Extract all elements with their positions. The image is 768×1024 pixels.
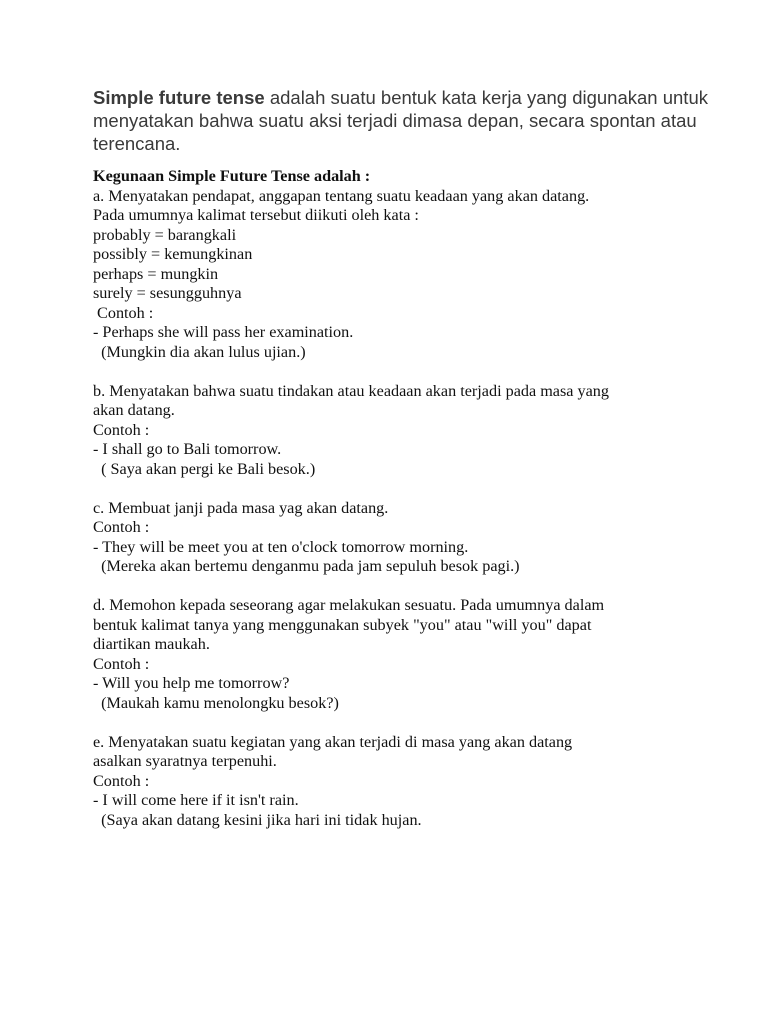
section-a-line: (Mungkin dia akan lulus ujian.) [93,342,306,361]
section-d-line: d. Memohon kepada seseorang agar melakukan sesuatu. Pada umumnya dalam [93,596,605,614]
section-e-line: Contoh : [93,771,150,790]
section-c-line: Contoh : [93,518,150,536]
section-b-line: akan datang. [93,401,175,419]
section-d-line: (Maukah kamu menolongku besok?) [93,693,339,712]
paragraph-gap [93,479,733,499]
section-c-line: (Mereka akan bertemu denganmu pada jam sepuluh besok pagi.) [93,557,520,575]
document-page [93,86,733,830]
paragraph-gap [93,713,733,733]
section-a-line: Pada umumnya kalimat tersebut diikuti oleh kata : [93,206,419,224]
section-e-line: (Saya akan datang kesini jika hari ini tidak hujan. [93,810,422,829]
intro-definition: adalah suatu bentuk kata kerja yang digunakan untuk menyatakan bahwa suatu aksi terjadi dimasa depan, secara spontan atau terencana. [93,87,708,154]
paragraph-gap [93,362,733,382]
section-c-line: c. Membuat janji pada masa yag akan datang. [93,498,389,517]
section-d-line: diartikan maukah. [93,635,210,653]
paragraph-gap [93,577,733,597]
section-a-line: possibly = kemungkinan [93,245,253,263]
section-e-line: asalkan syaratnya terpenuhi. [93,752,277,770]
intro-lead-term: Simple future tense [93,87,265,108]
document-body [93,167,733,830]
section-a-line: surely = sesungguhnya [93,284,242,302]
section-b-line: ( Saya akan pergi ke Bali besok.) [93,459,316,478]
section-a-line: Contoh : [93,303,154,322]
section-a-line: probably = barangkali [93,225,237,244]
section-e-line: e. Menyatakan suatu kegiatan yang akan terjadi di masa yang akan datang [93,732,573,751]
intro-paragraph [93,86,733,155]
section-a-line: perhaps = mungkin [93,264,219,283]
section-c [93,499,733,577]
section-a-line: - Perhaps she will pass her examination. [93,323,354,341]
section-d-line: - Will you help me tomorrow? [93,674,290,692]
section-b [93,382,733,480]
section-d [93,596,733,713]
section-heading: Kegunaan Simple Future Tense adalah : [93,167,371,185]
section-b-line: Contoh : [93,420,150,439]
section-a-line: a. Menyatakan pendapat, anggapan tentang suatu keadaan yang akan datang. [93,186,590,205]
section-d-line: bentuk kalimat tanya yang menggunakan subyek "you" atau "will you" dapat [93,615,592,634]
section-e-line: - I will come here if it isn't rain. [93,791,299,809]
section-c-line: - They will be meet you at ten o'clock tomorrow morning. [93,537,469,556]
section-e [93,733,733,831]
section-d-line: Contoh : [93,654,150,673]
section-b-line: b. Menyatakan bahwa suatu tindakan atau keadaan akan terjadi pada masa yang [93,381,609,400]
section-b-line: - I shall go to Bali tomorrow. [93,440,282,458]
section-a [93,187,733,363]
